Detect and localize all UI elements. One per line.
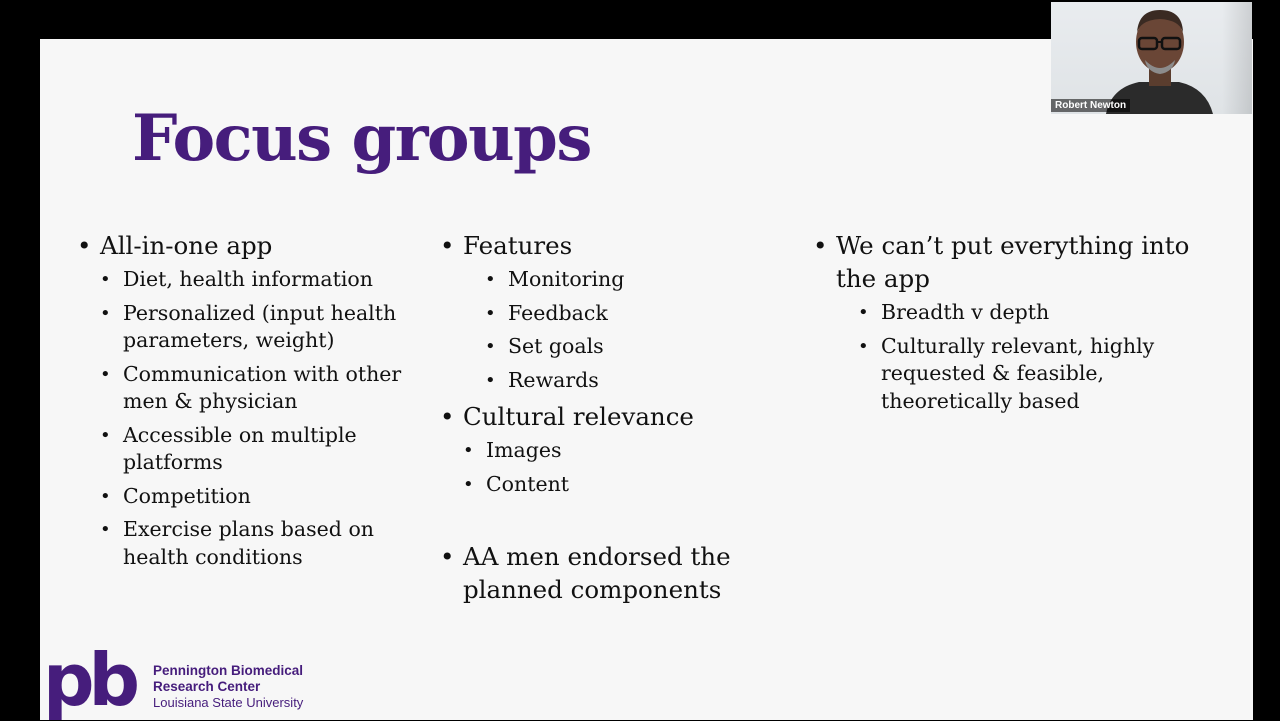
participant-avatar-icon — [1051, 2, 1252, 114]
logo-mark-text: pb — [43, 649, 135, 721]
column-scope — [813, 229, 1193, 421]
logo-line-3: Louisiana State University — [153, 695, 304, 710]
bullet-cultural-relevance: • Cultural relevance — [440, 400, 785, 433]
logo-text — [153, 663, 303, 711]
slide-title: Focus groups — [132, 101, 591, 176]
list-item: • Accessible on multiple platforms — [100, 422, 407, 477]
column-features — [440, 229, 785, 608]
list-item: • Set goals — [485, 333, 785, 361]
list-item: • Rewards — [485, 367, 785, 395]
list-item: • Breadth v depth — [858, 299, 1193, 327]
presentation-slide — [40, 39, 1253, 720]
list-item: • Culturally relevant, highly requested & feasible, theoretically based — [858, 333, 1193, 416]
participant-name-label: Robert Newton — [1051, 99, 1130, 112]
bullet-all-in-one-app: • All-in-one app — [77, 229, 407, 262]
bullet-endorsement: • AA men endorsed the planned components — [440, 540, 785, 606]
list-item: • Communication with other men & physician — [100, 361, 407, 416]
list-item: • Personalized (input health parameters, weight) — [100, 300, 407, 355]
list-item: • Competition — [100, 483, 407, 511]
list-item: • Diet, health information — [100, 266, 407, 294]
participant-video-tile[interactable] — [1051, 2, 1252, 114]
list-item: • Feedback — [485, 300, 785, 328]
cultural-sublist — [463, 437, 785, 498]
list-item: • Images — [463, 437, 785, 465]
pennington-logo — [43, 649, 343, 719]
list-item: • Content — [463, 471, 785, 499]
bullet-cant-put-everything: • We can’t put everything into the app — [813, 229, 1193, 295]
logo-line-1: Pennington Biomedical — [153, 663, 304, 678]
bullet-features: • Features — [440, 229, 785, 262]
all-in-one-sublist — [100, 266, 407, 571]
list-item: • Monitoring — [485, 266, 785, 294]
column-all-in-one — [77, 229, 407, 577]
list-item: • Exercise plans based on health conditions — [100, 516, 407, 571]
scope-sublist — [858, 299, 1193, 415]
logo-line-2: Research Center — [153, 679, 261, 694]
pb-logo-mark — [43, 649, 143, 721]
features-sublist — [485, 266, 785, 394]
